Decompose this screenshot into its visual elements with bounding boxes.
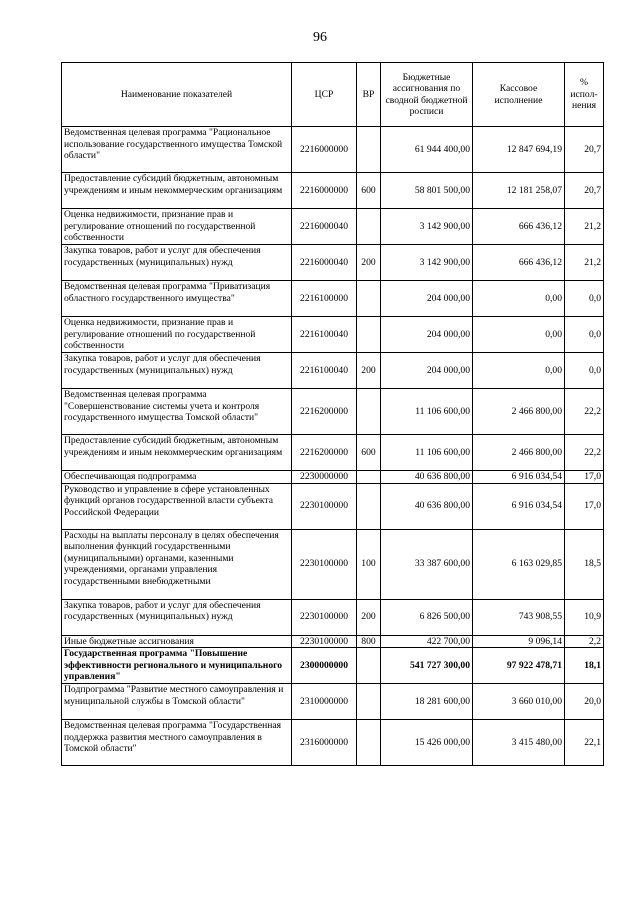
table-row xyxy=(62,648,604,684)
table-row xyxy=(62,281,604,317)
row-pct: 0,0 xyxy=(565,353,604,389)
row-csr: 2300000000 xyxy=(292,648,357,684)
row-cash: 0,00 xyxy=(473,317,565,353)
row-cash: 97 922 478,71 xyxy=(473,648,565,684)
page-number: 96 xyxy=(313,30,327,45)
row-cash: 2 466 800,00 xyxy=(473,389,565,435)
row-budget: 204 000,00 xyxy=(381,281,473,317)
row-vr xyxy=(357,483,381,529)
header-budget: Бюджетные ассигнования по сводной бюджетной росписи xyxy=(381,63,473,127)
row-pct: 10,9 xyxy=(565,599,604,635)
row-pct: 18,1 xyxy=(565,648,604,684)
table-row xyxy=(62,435,604,471)
row-budget: 61 944 400,00 xyxy=(381,127,473,173)
row-budget: 204 000,00 xyxy=(381,317,473,353)
row-cash: 666 436,12 xyxy=(473,209,565,245)
row-name: Расходы на выплаты персоналу в целях обеспечения выполнения функций государственными (муниципальными) органами, казенными учреждениями, органами управления государственными внебюджетными xyxy=(62,529,292,599)
row-budget: 6 826 500,00 xyxy=(381,599,473,635)
row-name: Ведомственная целевая программа "Государственная поддержка развития местного самоуправления в Томской области" xyxy=(62,720,292,766)
row-cash: 743 908,55 xyxy=(473,599,565,635)
table-row xyxy=(62,635,604,648)
row-name: Обеспечивающая подпрограмма xyxy=(62,471,292,484)
row-pct: 17,0 xyxy=(565,483,604,529)
row-cash: 12 847 694,19 xyxy=(473,127,565,173)
row-vr xyxy=(357,684,381,720)
row-budget: 3 142 900,00 xyxy=(381,209,473,245)
row-cash: 3 660 010,00 xyxy=(473,684,565,720)
table-row xyxy=(62,483,604,529)
header-cash: Кассовое исполнение xyxy=(473,63,565,127)
table-row xyxy=(62,245,604,281)
row-csr: 2230100000 xyxy=(292,483,357,529)
row-vr: 100 xyxy=(357,529,381,599)
row-csr: 2230100000 xyxy=(292,599,357,635)
row-pct: 22,2 xyxy=(565,435,604,471)
row-cash: 12 181 258,07 xyxy=(473,173,565,209)
table-row xyxy=(62,471,604,484)
row-cash: 6 916 034,54 xyxy=(473,483,565,529)
row-name: Оценка недвижимости, признание прав и регулирование отношений по государственной собственности xyxy=(62,209,292,245)
table-row xyxy=(62,317,604,353)
budget-execution-table xyxy=(61,62,604,766)
row-pct: 22,1 xyxy=(565,720,604,766)
row-pct: 0,0 xyxy=(565,317,604,353)
table-row xyxy=(62,599,604,635)
row-csr: 2216000040 xyxy=(292,209,357,245)
row-vr: 600 xyxy=(357,173,381,209)
row-csr: 2216200000 xyxy=(292,389,357,435)
row-budget: 541 727 300,00 xyxy=(381,648,473,684)
row-vr: 200 xyxy=(357,245,381,281)
row-name: Оценка недвижимости, признание прав и регулирование отношений по государственной собственности xyxy=(62,317,292,353)
row-budget: 3 142 900,00 xyxy=(381,245,473,281)
row-name: Ведомственная целевая программа "Рациональное использование государственного имущества Томской области" xyxy=(62,127,292,173)
row-vr xyxy=(357,471,381,484)
row-name: Ведомственная целевая программа "Совершенствование системы учета и контроля государственного имущества Томской области" xyxy=(62,389,292,435)
row-vr xyxy=(357,648,381,684)
row-csr: 2230100000 xyxy=(292,529,357,599)
row-budget: 422 700,00 xyxy=(381,635,473,648)
row-pct: 21,2 xyxy=(565,209,604,245)
row-cash: 0,00 xyxy=(473,281,565,317)
row-csr: 2310000000 xyxy=(292,684,357,720)
row-csr: 2216100040 xyxy=(292,317,357,353)
table-header-row xyxy=(62,63,604,127)
row-cash: 3 415 480,00 xyxy=(473,720,565,766)
row-budget: 11 106 600,00 xyxy=(381,389,473,435)
row-name: Подпрограмма "Развитие местного самоуправления и муниципальной службы в Томской области" xyxy=(62,684,292,720)
row-cash: 6 916 034,54 xyxy=(473,471,565,484)
row-budget: 15 426 000,00 xyxy=(381,720,473,766)
row-pct: 22,2 xyxy=(565,389,604,435)
table-row xyxy=(62,684,604,720)
row-name: Ведомственная целевая программа "Приватизация областного государственного имущества" xyxy=(62,281,292,317)
row-name: Закупка товаров, работ и услуг для обеспечения государственных (муниципальных) нужд xyxy=(62,245,292,281)
row-budget: 18 281 600,00 xyxy=(381,684,473,720)
row-csr: 2230000000 xyxy=(292,471,357,484)
row-budget: 33 387 600,00 xyxy=(381,529,473,599)
row-csr: 2216100040 xyxy=(292,353,357,389)
row-csr: 2216000040 xyxy=(292,245,357,281)
row-name: Предоставление субсидий бюджетным, автономным учреждениям и иным некоммерческим организациям xyxy=(62,435,292,471)
table-row xyxy=(62,720,604,766)
row-pct: 21,2 xyxy=(565,245,604,281)
row-pct: 20,0 xyxy=(565,684,604,720)
row-pct: 20,7 xyxy=(565,173,604,209)
row-csr: 2216100000 xyxy=(292,281,357,317)
row-pct: 2,2 xyxy=(565,635,604,648)
row-budget: 204 000,00 xyxy=(381,353,473,389)
header-pct: % испол-нения xyxy=(565,63,604,127)
table-row xyxy=(62,127,604,173)
row-pct: 18,5 xyxy=(565,529,604,599)
table-body xyxy=(62,127,604,766)
row-csr: 2216200000 xyxy=(292,435,357,471)
row-name: Государственная программа "Повышение эффективности регионального и муниципального управления" xyxy=(62,648,292,684)
header-name: Наименование показателей xyxy=(62,63,292,127)
table-row xyxy=(62,173,604,209)
row-pct: 20,7 xyxy=(565,127,604,173)
row-name: Предоставление субсидий бюджетным, автономным учреждениям и иным некоммерческим организациям xyxy=(62,173,292,209)
table-row xyxy=(62,389,604,435)
row-csr: 2316000000 xyxy=(292,720,357,766)
row-budget: 40 636 800,00 xyxy=(381,471,473,484)
row-csr: 2216000000 xyxy=(292,173,357,209)
row-name: Закупка товаров, работ и услуг для обеспечения государственных (муниципальных) нужд xyxy=(62,599,292,635)
row-vr xyxy=(357,209,381,245)
row-budget: 40 636 800,00 xyxy=(381,483,473,529)
row-csr: 2216000000 xyxy=(292,127,357,173)
table-row xyxy=(62,529,604,599)
row-name: Руководство и управление в сфере установленных функций органов государственной власти субъекта Российской Федерации xyxy=(62,483,292,529)
row-cash: 0,00 xyxy=(473,353,565,389)
row-vr xyxy=(357,389,381,435)
row-pct: 0,0 xyxy=(565,281,604,317)
row-vr xyxy=(357,281,381,317)
row-vr xyxy=(357,317,381,353)
row-name: Иные бюджетные ассигнования xyxy=(62,635,292,648)
row-cash: 9 096,14 xyxy=(473,635,565,648)
header-vr: ВР xyxy=(357,63,381,127)
row-vr xyxy=(357,720,381,766)
row-vr xyxy=(357,127,381,173)
row-cash: 2 466 800,00 xyxy=(473,435,565,471)
table-row xyxy=(62,353,604,389)
row-vr: 200 xyxy=(357,353,381,389)
row-name: Закупка товаров, работ и услуг для обеспечения государственных (муниципальных) нужд xyxy=(62,353,292,389)
row-vr: 200 xyxy=(357,599,381,635)
header-csr: ЦСР xyxy=(292,63,357,127)
row-budget: 11 106 600,00 xyxy=(381,435,473,471)
row-vr: 800 xyxy=(357,635,381,648)
row-cash: 6 163 029,85 xyxy=(473,529,565,599)
row-budget: 58 801 500,00 xyxy=(381,173,473,209)
row-pct: 17,0 xyxy=(565,471,604,484)
row-vr: 600 xyxy=(357,435,381,471)
table-row xyxy=(62,209,604,245)
row-csr: 2230100000 xyxy=(292,635,357,648)
row-cash: 666 436,12 xyxy=(473,245,565,281)
